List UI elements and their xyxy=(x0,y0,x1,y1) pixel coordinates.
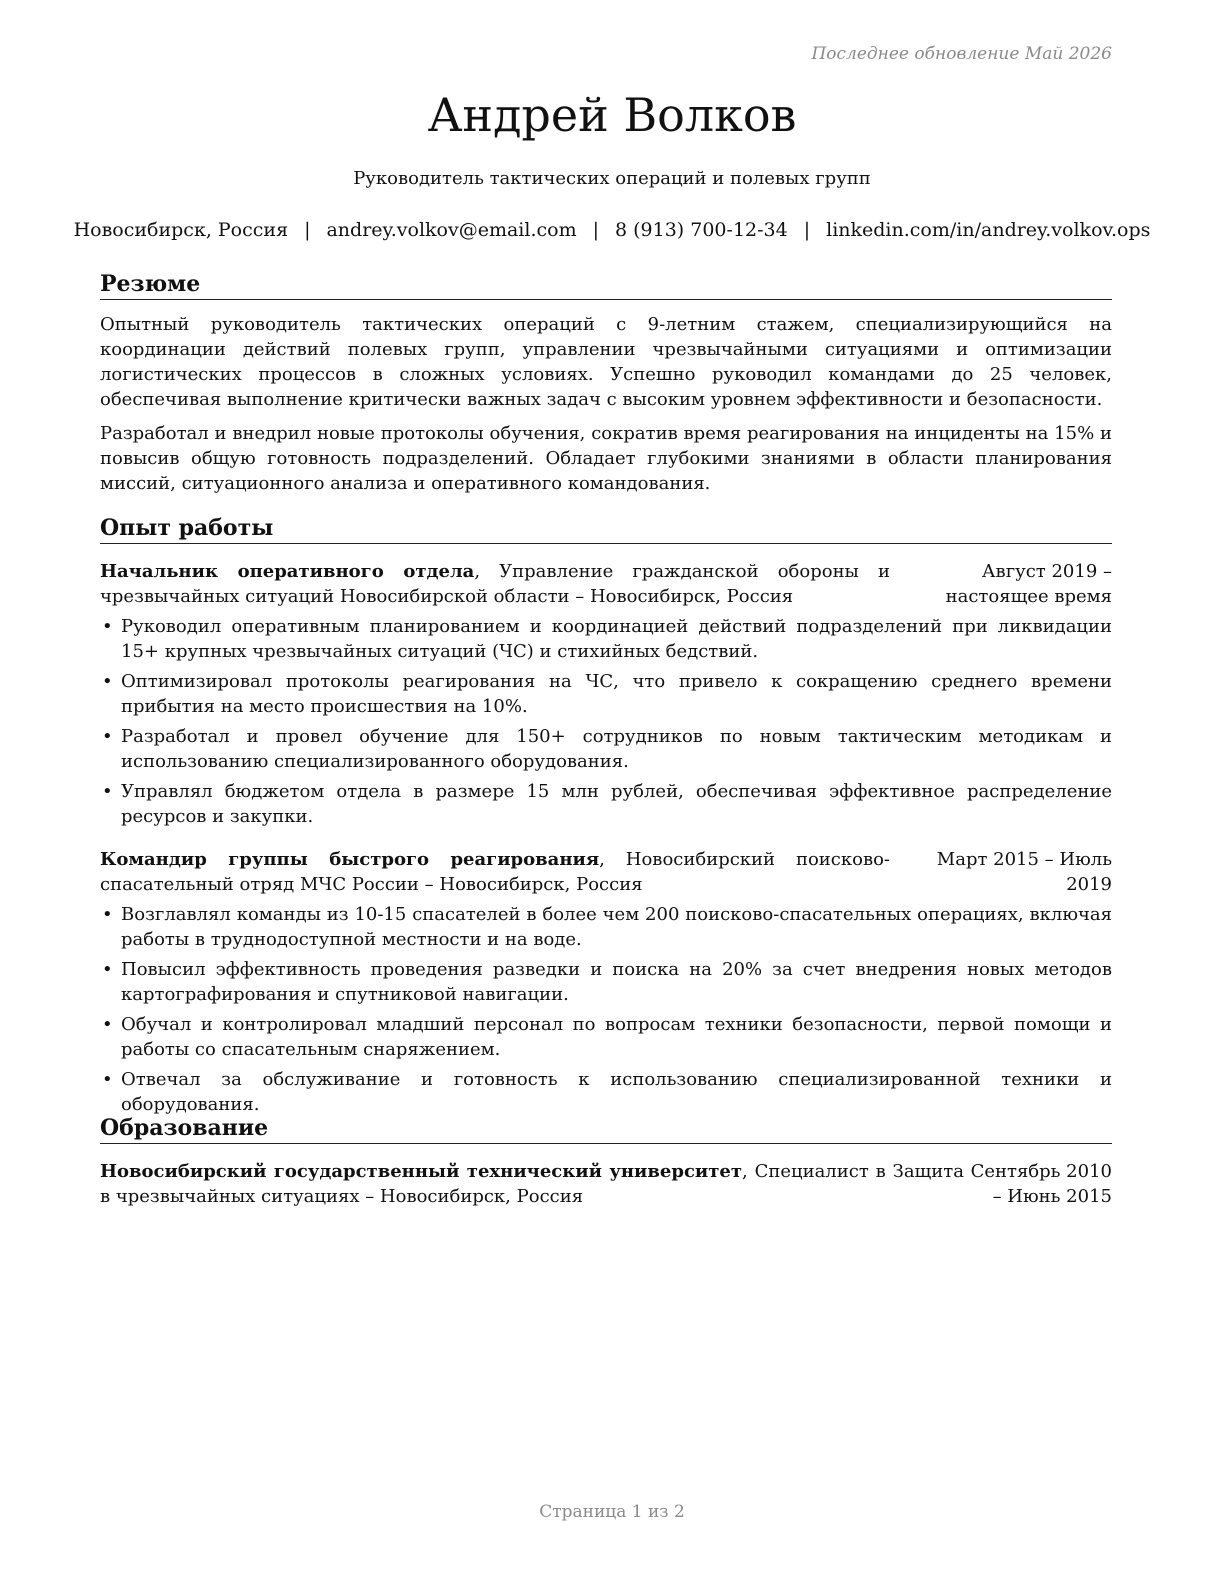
section-heading-summary: Резюме xyxy=(100,270,1112,300)
job-position: Командир группы быстрого реагирования xyxy=(100,849,600,870)
job-header xyxy=(100,847,1112,897)
education-section xyxy=(100,1114,1112,1209)
education-dates: Сентябрь 2010 – Июнь 2015 xyxy=(970,1161,1112,1207)
contact-separator: | xyxy=(304,219,311,241)
list-item: • Оптимизировал протоколы реагирования на ЧС, что привело к сокращению среднего времени прибытия на место происшествия на 10%. xyxy=(100,669,1112,719)
section-heading-experience: Опыт работы xyxy=(100,514,1112,544)
summary-paragraph: Опытный руководитель тактических операций с 9-летним стажем, специализирующийся на координации действий полевых групп, управлении чрезвычайными ситуациями и оптимизации логистических процессов в сложных условиях. Успешно руководил командами до 25 человек, обеспечивая выполнение критически важных задач с высоким уровнем эффективности и безопасности. xyxy=(100,314,1112,410)
education-institution: Новосибирский государственный технический университет xyxy=(100,1161,743,1182)
contact-phone: 8 (913) 700-12-34 xyxy=(615,219,788,241)
contact-separator: | xyxy=(592,219,599,241)
last-updated: Последнее обновление Май 2026 xyxy=(811,44,1112,64)
job-dates: Август 2019 – настоящее время xyxy=(945,561,1112,607)
job-organization: , Управление гражданской обороны и чрезвычайных ситуаций Новосибирской области – Новосибирск, Россия xyxy=(100,561,890,607)
contact-line xyxy=(0,219,1224,241)
job-position: Начальник оперативного отдела xyxy=(100,561,475,582)
contact-linkedin[interactable]: linkedin.com/in/andrey.volkov.ops xyxy=(826,219,1151,241)
job-organization: , Новосибирский поисково-спасательный отряд МЧС России – Новосибирск, Россия xyxy=(100,849,890,895)
list-item: • Разработал и провел обучение для 150+ сотрудников по новым тактическим методикам и использованию специализированного оборудования. xyxy=(100,724,1112,774)
list-item: • Обучал и контролировал младший персонал по вопросам техники безопасности, первой помощи и работы со спасательным снаряжением. xyxy=(100,1012,1112,1062)
education-degree: , Специалист в Защита в чрезвычайных ситуациях – Новосибирск, Россия xyxy=(100,1161,964,1207)
education-entry xyxy=(100,1159,1112,1209)
contact-separator: | xyxy=(803,219,811,241)
candidate-name: Андрей Волков xyxy=(427,88,797,142)
job-header xyxy=(100,559,1112,609)
job-dates: Март 2015 – Июль 2019 xyxy=(936,849,1112,895)
summary-paragraph: Разработал и внедрил новые протоколы обучения, сократив время реагирования на инциденты на 15% и повысив общую готовность подразделений. Обладает глубокими знаниями в области планирования миссий, ситуационного анализа и оперативного командования. xyxy=(100,423,1112,494)
section-heading-education: Образование xyxy=(100,1114,1112,1144)
page-number: Страница 1 из 2 xyxy=(539,1502,685,1522)
list-item: • Повысил эффективность проведения разведки и поиска на 20% за счет внедрения новых методов картографирования и спутниковой навигации. xyxy=(100,957,1112,1007)
list-item: • Управлял бюджетом отдела в размере 15 млн рублей, обеспечивая эффективное распределение ресурсов и закупки. xyxy=(100,779,1112,829)
candidate-title: Руководитель тактических операций и полевых групп xyxy=(353,168,871,189)
job-entry xyxy=(100,559,1112,829)
job-entry xyxy=(100,847,1112,1117)
experience-section xyxy=(100,514,1112,1117)
summary-section xyxy=(100,270,1112,496)
contact-email[interactable]: andrey.volkov@email.com xyxy=(326,219,577,241)
list-item: • Отвечал за обслуживание и готовность к использованию специализированной техники и оборудования. xyxy=(100,1067,1112,1117)
job-achievements xyxy=(100,902,1112,1117)
list-item: • Руководил оперативным планированием и координацией действий подразделений при ликвидации 15+ крупных чрезвычайных ситуаций (ЧС) и стихийных бедствий. xyxy=(100,614,1112,664)
job-achievements xyxy=(100,614,1112,829)
contact-city: Новосибирск, Россия xyxy=(73,219,289,241)
list-item: • Возглавлял команды из 10-15 спасателей в более чем 200 поисково-спасательных операциях, включая работы в труднодоступной местности и на воде. xyxy=(100,902,1112,952)
